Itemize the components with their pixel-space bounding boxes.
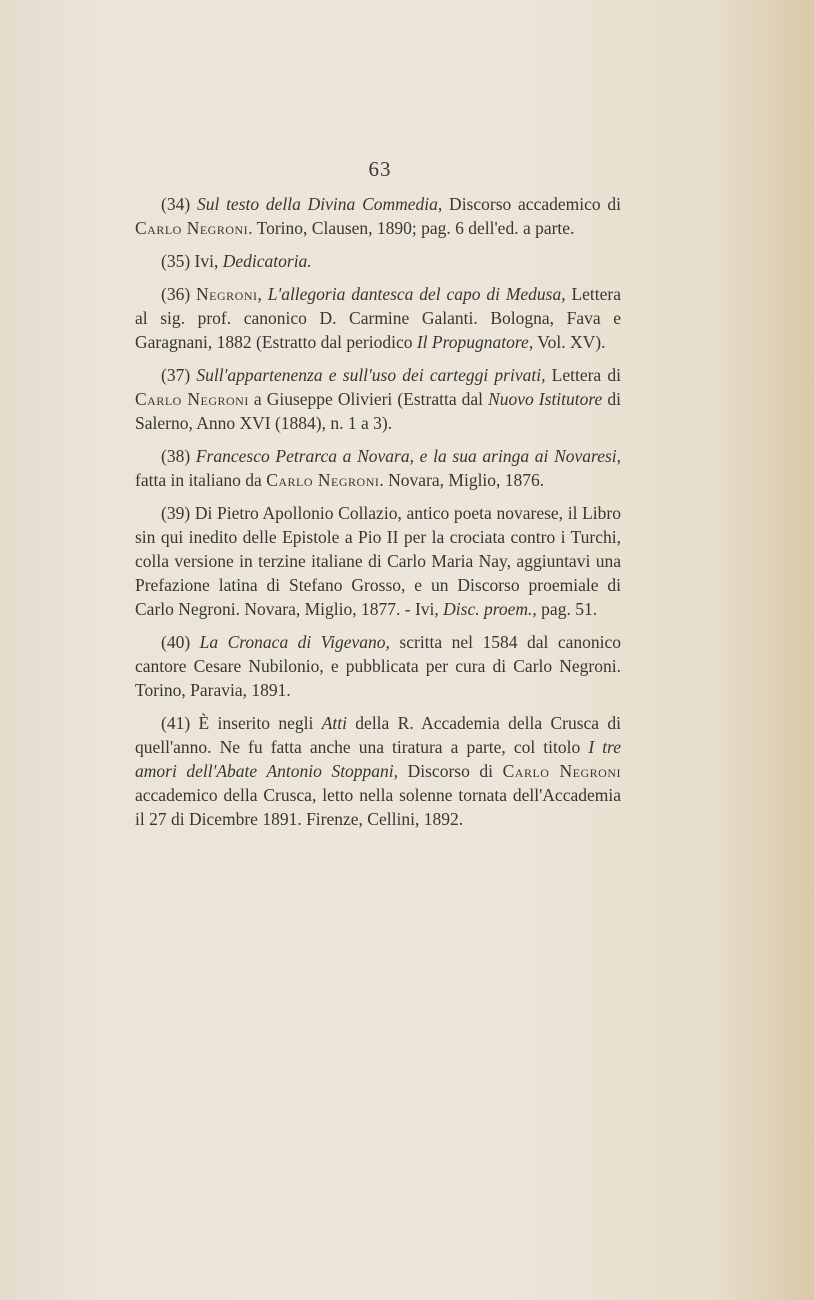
note-text: . Novara, Miglio, 1876.: [379, 470, 545, 490]
note-text: pag. 51.: [536, 599, 598, 619]
footnote-37: [135, 363, 621, 435]
italic-title: Dedicatoria.: [222, 251, 312, 271]
note-text: della R. Accademia della Crusca di quell'anno. Ne fu fatta anche una tiratura a parte, col titolo: [135, 713, 621, 757]
footnote-39: [135, 501, 621, 621]
footnote-34: [135, 192, 621, 240]
footnote-35: [135, 249, 621, 273]
italic-title: Sull'appartenenza e sull'uso dei carteggi privati,: [196, 365, 546, 385]
note-text: Discorso di: [398, 761, 503, 781]
italic-title: I tre amori dell'Abate Antonio Stoppani,: [135, 737, 621, 781]
note-text: (41) È inserito negli: [161, 713, 322, 733]
note-text: Lettera di: [545, 365, 622, 385]
note-text: Discorso accademico di: [442, 194, 622, 214]
note-text: scritta nel 1584 dal canonico cantore Cesare Nubilonio, e pubblicata per cura di Carlo Negroni. Torino, Paravia, 1891.: [135, 632, 622, 700]
footnote-36: [135, 282, 621, 354]
footnote-40: [135, 630, 621, 702]
italic-title: L'allegoria dantesca del capo di Medusa,: [267, 284, 566, 304]
italic-title: Il Propugnatore,: [416, 332, 534, 352]
note-text: a Giuseppe Olivieri (Estratta dal: [248, 389, 489, 409]
note-text: . Torino, Clausen, 1890; pag. 6 dell'ed. a parte.: [248, 218, 575, 238]
note-text: Vol. XV).: [533, 332, 606, 352]
author-name: Carlo Negroni: [266, 470, 380, 490]
note-text: (40): [161, 632, 200, 652]
note-text: ,: [257, 284, 268, 304]
italic-title: Atti: [321, 713, 347, 733]
author-name: Carlo Negroni: [502, 761, 621, 781]
note-text: Lettera al sig. prof. canonico D. Carmine Galanti. Bologna, Fava e Garagnani, 1882 (Estratto dal periodico: [135, 284, 622, 352]
footnote-41: [135, 711, 621, 831]
note-text: (37): [161, 365, 197, 385]
note-text: (36): [161, 284, 197, 304]
italic-title: Nuovo Istitutore: [488, 389, 603, 409]
italic-title: Disc. proem.,: [443, 599, 537, 619]
note-text: fatta in italiano da: [135, 470, 267, 490]
italic-title: Sul testo della Divina Commedia,: [196, 194, 443, 214]
italic-title: La Cronaca di Vigevano,: [199, 632, 390, 652]
author-name: Negroni: [196, 284, 258, 304]
footnote-38: [135, 444, 621, 492]
note-text: di Salerno, Anno XVI (1884), n. 1 a 3).: [135, 389, 621, 433]
author-name: Carlo Negroni: [135, 218, 249, 238]
note-text: (34): [161, 194, 197, 214]
note-text: (35) Ivi,: [161, 251, 223, 271]
italic-title: Francesco Petrarca a Novara, e la sua aringa ai Novaresi,: [195, 446, 622, 466]
author-name: Carlo Negroni: [135, 389, 249, 409]
note-text: (39) Di Pietro Apollonio Collazio, antico poeta novarese, il Libro sin qui inedito delle Epistole a Pio II per la crociata contro i Turchi, colla versione in terzine italiane di Carlo Maria Nay, aggiuntavi una Prefazione latina di Stefano Grosso, e un Discorso proemiale di Carlo Negroni. Novara, Miglio, 1877. - Ivi,: [135, 503, 621, 619]
note-text: accademico della Crusca, letto nella solenne tornata dell'Accademia il 27 di Dicembre 1891. Firenze, Cellini, 1892.: [135, 785, 621, 829]
page-number: 63: [368, 157, 392, 181]
note-text: (38): [161, 446, 196, 466]
footnotes-list: [135, 192, 621, 831]
